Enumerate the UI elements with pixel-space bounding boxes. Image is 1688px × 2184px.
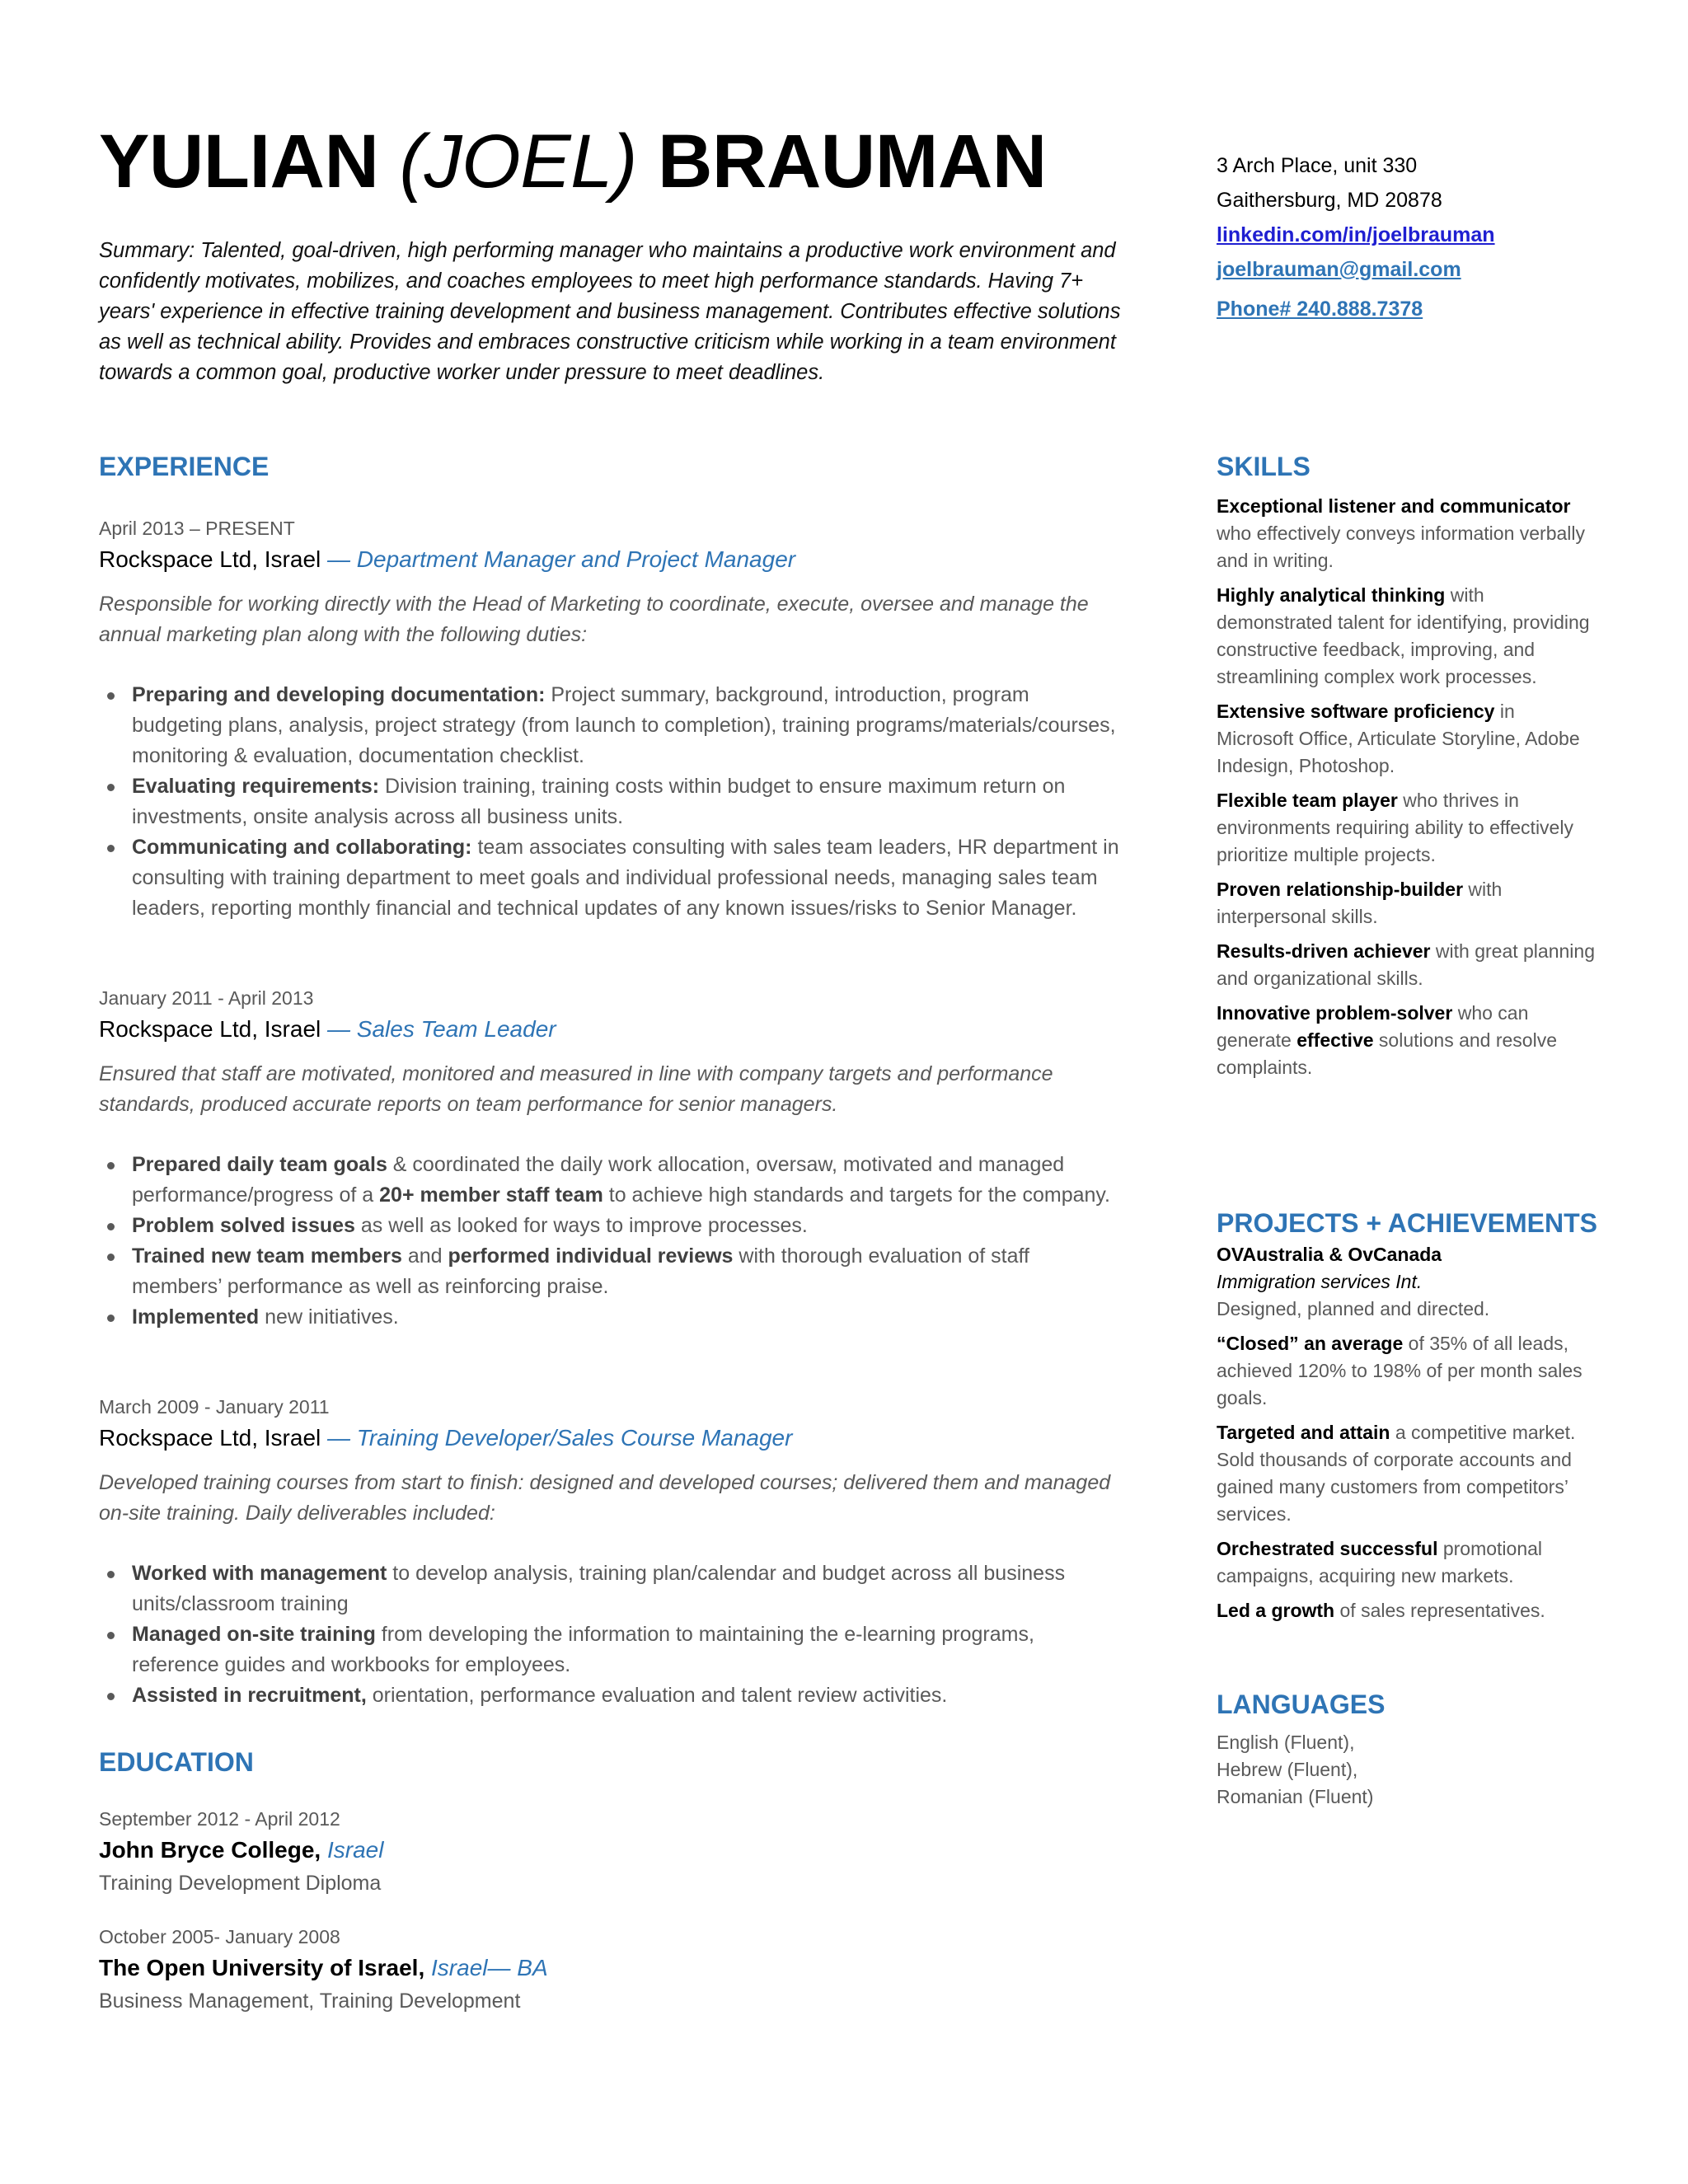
- achievement-item: “Closed” an average of 35% of all leads, achieved 120% to 198% of per month sales goals.: [1217, 1333, 1582, 1408]
- education-detail: Business Management, Training Development: [99, 1990, 521, 2013]
- skill-item: Innovative problem-solver who can generate effective solutions and resolve complaints.: [1217, 1002, 1557, 1078]
- job-entry: [99, 519, 1121, 924]
- projects-heading: PROJECTS + ACHIEVEMENTS: [1217, 1208, 1598, 1238]
- achievement-item: Orchestrated successful promotional campaigns, acquiring new markets.: [1217, 1538, 1543, 1586]
- skill-item: Results-driven achiever with great planning and organizational skills.: [1217, 940, 1595, 989]
- address-line-1: 3 Arch Place, unit 330: [1217, 154, 1418, 177]
- first-name: YULIAN: [99, 120, 379, 204]
- phone-link[interactable]: Phone# 240.888.7378: [1217, 298, 1423, 321]
- job-role: — Department Manager and Project Manager: [327, 546, 796, 572]
- sidebar-column: [1217, 148, 1596, 326]
- achievement-item: Targeted and attain a competitive market. Sold thousands of corporate accounts and gained many customers from competitors’ services.: [1217, 1422, 1576, 1525]
- list-item: Trained new team members and performed individual reviews with thorough evaluation of staff members’ performance as well as reinforcing praise.: [99, 1241, 1121, 1302]
- education-entry: [99, 1928, 923, 2012]
- education-detail: Training Development Diploma: [99, 1872, 382, 1895]
- job-title: [99, 1427, 1121, 1450]
- education-entry: [99, 1810, 923, 1894]
- job-date: March 2009 - January 2011: [99, 1396, 330, 1418]
- language-item: English (Fluent),: [1217, 1732, 1355, 1753]
- language-item: Romanian (Fluent): [1217, 1786, 1374, 1807]
- main-column: [99, 120, 1121, 388]
- list-item: Managed on-site training from developing the information to maintaining the e-learning programs, reference guides and workbooks for employees.: [99, 1619, 1121, 1680]
- skill-item: Extensive software proficiency in Microsoft Office, Articulate Storyline, Adobe Indesign, Photoshop.: [1217, 701, 1580, 776]
- address-line-2: Gaithersburg, MD 20878: [1217, 189, 1442, 212]
- list-item: Preparing and developing documentation: Project summary, background, introduction, program budgeting plans, analysis, project strategy (from launch to completion), training programs/materials/courses, monitoring & evaluation, documentation checklist.: [99, 680, 1121, 771]
- employer: Rockspace Ltd, Israel: [99, 546, 321, 572]
- list-item: Communicating and collaborating: team associates consulting with sales team leaders, HR department in consulting with training department to meet goals and individual professional needs, managing sales team leaders, reporting monthly financial and technical updates of any known issues/risks to Senior Manager.: [99, 832, 1121, 924]
- list-item: Worked with management to develop analysis, training plan/calendar and budget across all business units/classroom training: [99, 1558, 1121, 1619]
- institution: John Bryce College, Israel: [99, 1837, 384, 1863]
- duties-list: [99, 1150, 1121, 1333]
- list-item: Implemented new initiatives.: [99, 1302, 1121, 1333]
- summary: Summary: Talented, goal-driven, high performing manager who maintains a productive work environment and confidently motivates, mobilizes, and coaches employees to meet high performance standards. Having 7+ years' experience in effective training development and business management. Contributes effective solutions as well as technical ability. Provides and embraces constructive criticism while working in a team environment towards a common goal, productive worker under pressure to meet deadlines.: [99, 239, 1121, 384]
- job-role: — Training Developer/Sales Course Manager: [327, 1425, 793, 1451]
- list-item: Prepared daily team goals & coordinated the daily work allocation, oversaw, motivated and managed performance/progress of a 20+ member staff team to achieve high standards and targets for the company.: [99, 1150, 1121, 1211]
- languages-list: [1217, 1729, 1596, 1811]
- job-date: April 2013 – PRESENT: [99, 518, 295, 539]
- skills-list: [1217, 493, 1596, 1089]
- candidate-name: [99, 120, 1121, 204]
- job-role: — Sales Team Leader: [327, 1016, 556, 1042]
- nickname: (JOEL): [399, 120, 637, 204]
- project-title: OVAustralia & OvCanada: [1217, 1244, 1442, 1265]
- duties-list: [99, 680, 1121, 924]
- job-entry: [99, 1398, 1121, 1711]
- institution: The Open University of Israel, Israel— BA: [99, 1955, 548, 1980]
- job-date: January 2011 - April 2013: [99, 987, 314, 1009]
- job-entry: [99, 989, 1121, 1333]
- education-date: October 2005- January 2008: [99, 1926, 340, 1947]
- skill-item: Flexible team player who thrives in environments requiring ability to effectively prioritize multiple projects.: [1217, 790, 1573, 865]
- contact-block: [1217, 148, 1596, 326]
- last-name: BRAUMAN: [657, 120, 1047, 204]
- experience-heading: EXPERIENCE: [99, 452, 270, 481]
- skill-item: Proven relationship-builder with interpersonal skills.: [1217, 879, 1503, 927]
- list-item: Problem solved issues as well as looked for ways to improve processes.: [99, 1211, 1121, 1241]
- project-subtitle: Immigration services Int.: [1217, 1271, 1423, 1292]
- project-intro: Designed, planned and directed.: [1217, 1298, 1490, 1319]
- employer: Rockspace Ltd, Israel: [99, 1425, 321, 1451]
- job-title: [99, 548, 1121, 571]
- language-item: Hebrew (Fluent),: [1217, 1759, 1358, 1780]
- projects-block: [1217, 1241, 1596, 1632]
- education-date: September 2012 - April 2012: [99, 1808, 340, 1830]
- achievement-item: Led a growth of sales representatives.: [1217, 1600, 1545, 1621]
- employer: Rockspace Ltd, Israel: [99, 1016, 321, 1042]
- skill-item: Exceptional listener and communicator who effectively conveys information verbally and in writing.: [1217, 495, 1586, 571]
- job-description: Responsible for working directly with the Head of Marketing to coordinate, execute, oversee and manage the annual marketing plan along with the following duties:: [99, 593, 1089, 646]
- languages-heading: LANGUAGES: [1217, 1690, 1386, 1719]
- list-item: Evaluating requirements: Division training, training costs within budget to ensure maximum return on investments, onsite analysis across all business units.: [99, 771, 1121, 832]
- skills-heading: SKILLS: [1217, 452, 1311, 481]
- email-link[interactable]: joelbrauman@gmail.com: [1217, 258, 1461, 281]
- skill-item: Highly analytical thinking with demonstrated talent for identifying, providing constructive feedback, improving, and streamlining complex work processes.: [1217, 584, 1590, 687]
- job-title: [99, 1018, 1121, 1041]
- linkedin-link[interactable]: linkedin.com/in/joelbrauman: [1217, 223, 1495, 246]
- list-item: Assisted in recruitment, orientation, performance evaluation and talent review activities.: [99, 1680, 1121, 1711]
- job-description: Ensured that staff are motivated, monitored and measured in line with company targets and performance standards, produced accurate reports on team performance for senior managers.: [99, 1062, 1053, 1116]
- job-description: Developed training courses from start to finish: designed and developed courses; delivered them and managed on-site training. Daily deliverables included:: [99, 1471, 1111, 1525]
- duties-list: [99, 1558, 1121, 1711]
- education-heading: EDUCATION: [99, 1747, 254, 1777]
